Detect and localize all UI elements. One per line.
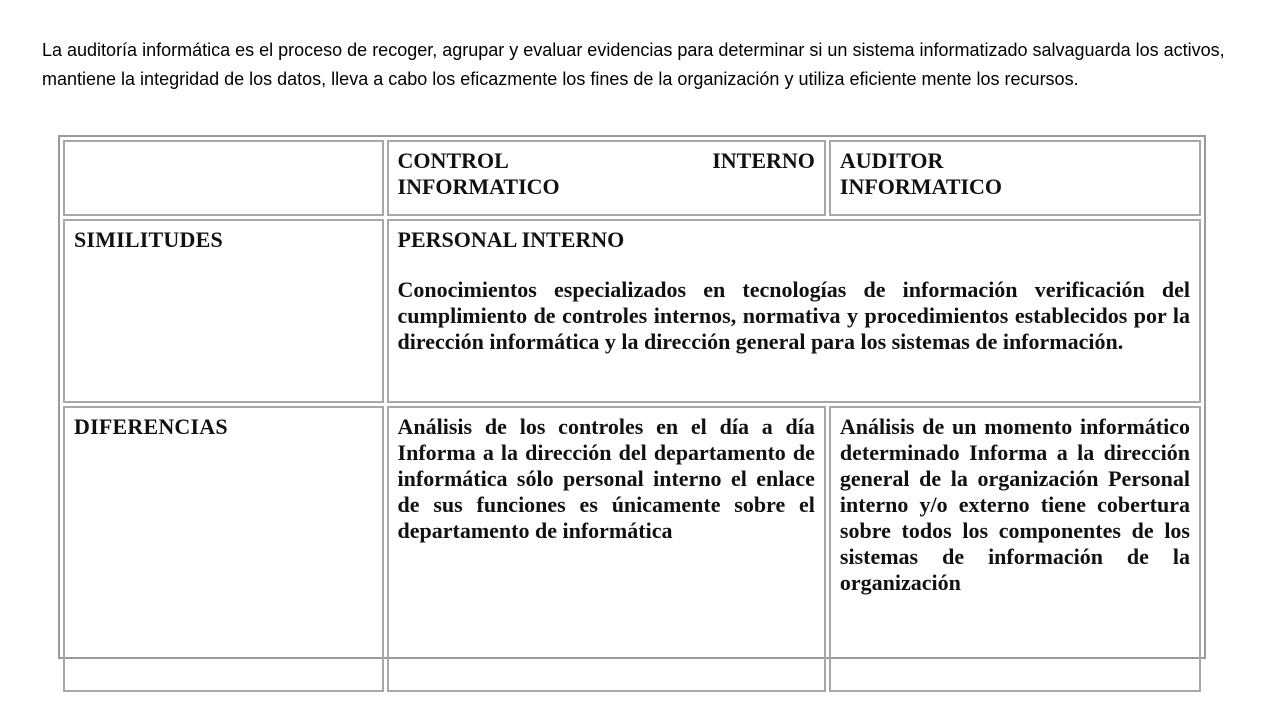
similitudes-body: Conocimientos especializados en tecnologías de información verificación del cumplimiento de controles internos, normativa y procedimientos establecidos por la dirección informática y la dirección general para los sistemas de información. — [397, 277, 1190, 354]
comparison-table-grid — [60, 137, 1204, 695]
header-control-cell — [387, 140, 826, 216]
header-control-line1: CONTROL INTERNO — [397, 148, 815, 173]
similitudes-content-cell — [387, 219, 1201, 403]
diferencias-row — [63, 406, 1201, 692]
similitudes-label: SIMILITUDES — [74, 227, 223, 252]
header-auditor-cell — [829, 140, 1201, 216]
diferencias-label: DIFERENCIAS — [74, 414, 228, 439]
header-empty-cell — [63, 140, 384, 216]
diferencias-label-cell — [63, 406, 384, 692]
header-auditor-line2: INFORMATICO — [839, 174, 1003, 199]
header-control-line2: INFORMATICO — [397, 174, 560, 199]
diferencias-auditor-cell: Análisis de un momento informático determinado Informa a la dirección general de la organización Personal interno y/o externo tiene cobertura sobre todos los componentes de los sistemas de información de la organización — [829, 406, 1201, 692]
similitudes-row — [63, 219, 1201, 403]
diferencias-control-cell: Análisis de los controles en el día a día Informa a la dirección del departamento de informática sólo personal interno el enlace de sus funciones es únicamente sobre el departamento de informática — [387, 406, 826, 692]
header-auditor-line1: AUDITOR — [839, 148, 944, 173]
similitudes-title: PERSONAL INTERNO — [397, 227, 625, 252]
intro-paragraph: La auditoría informática es el proceso de recoger, agrupar y evaluar evidencias para determinar si un sistema informatizado salvaguarda los activos, mantiene la integridad de los datos, lleva a cabo los eficazmente los fines de la organización y utiliza eficiente mente los recursos. — [42, 40, 1225, 89]
header-row — [63, 140, 1201, 216]
comparison-table — [58, 135, 1206, 659]
similitudes-label-cell — [63, 219, 384, 403]
